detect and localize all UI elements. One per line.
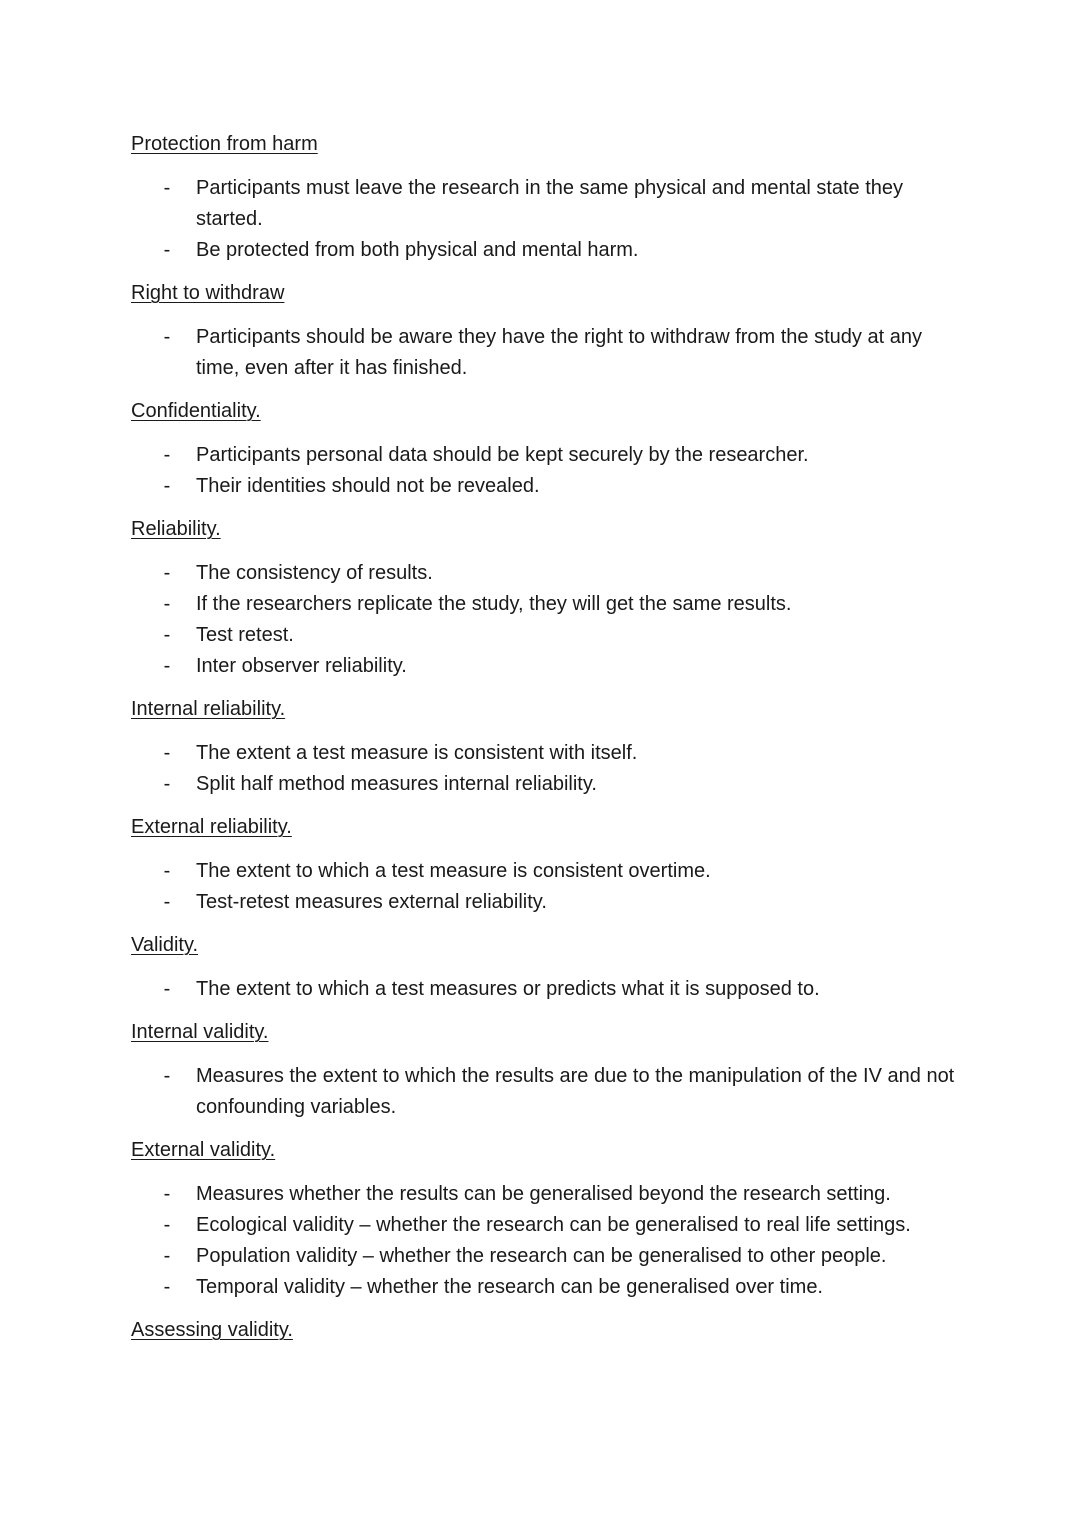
bullet-dash: -	[163, 1065, 171, 1087]
list-item	[131, 620, 961, 651]
list-item-text: The extent to which a test measures or predicts what it is supposed to.	[196, 978, 820, 1000]
section-heading: Internal reliability.	[131, 698, 286, 720]
list-item-text: The extent a test measure is consistent with itself.	[196, 742, 638, 764]
section-heading: External reliability.	[131, 816, 292, 838]
list-item-text: Ecological validity – whether the research can be generalised to real life settings.	[196, 1214, 911, 1236]
section-heading: Right to withdraw	[131, 282, 285, 304]
list-item	[131, 235, 961, 266]
list-item	[131, 887, 961, 918]
bullet-list	[131, 1061, 961, 1123]
bullet-dash: -	[163, 475, 171, 497]
list-item-text: Their identities should not be revealed.	[196, 475, 540, 497]
section-heading: Validity.	[131, 934, 199, 956]
list-item-text: If the researchers replicate the study, they will get the same results.	[196, 593, 792, 615]
list-item	[131, 1210, 961, 1241]
list-item-text: The consistency of results.	[196, 562, 433, 584]
section-heading: Protection from harm	[131, 133, 318, 155]
list-item-text: Split half method measures internal reliability.	[196, 773, 597, 795]
list-item-text: Participants must leave the research in the same physical and mental state they started.	[196, 177, 904, 230]
list-item-text: The extent to which a test measure is consistent overtime.	[196, 860, 711, 882]
list-item-text: Measures the extent to which the results are due to the manipulation of the IV and not confounding variables.	[196, 1065, 955, 1118]
bullet-dash: -	[163, 562, 171, 584]
list-item	[131, 738, 961, 769]
list-item-text: Be protected from both physical and mental harm.	[196, 239, 639, 261]
list-item	[131, 558, 961, 589]
section	[131, 1018, 961, 1123]
list-item-text: Test-retest measures external reliability.	[196, 891, 547, 913]
bullet-dash: -	[163, 326, 171, 348]
list-item	[131, 173, 961, 235]
section-heading: Reliability.	[131, 518, 221, 540]
bullet-list	[131, 856, 961, 918]
list-item	[131, 974, 961, 1005]
bullet-list	[131, 558, 961, 682]
section	[131, 279, 961, 384]
bullet-list	[131, 738, 961, 800]
bullet-dash: -	[163, 1276, 171, 1298]
list-item-text: Participants should be aware they have the right to withdraw from the study at any time, even after it has finished.	[196, 326, 922, 379]
list-item-text: Participants personal data should be kept securely by the researcher.	[196, 444, 809, 466]
list-item	[131, 651, 961, 682]
list-item	[131, 471, 961, 502]
bullet-dash: -	[163, 177, 171, 199]
bullet-list	[131, 173, 961, 266]
list-item	[131, 440, 961, 471]
section	[131, 515, 961, 682]
bullet-dash: -	[163, 742, 171, 764]
list-item	[131, 769, 961, 800]
bullet-dash: -	[163, 891, 171, 913]
bullet-dash: -	[163, 773, 171, 795]
list-item-text: Population validity – whether the research can be generalised to other people.	[196, 1245, 887, 1267]
list-item-text: Inter observer reliability.	[196, 655, 407, 677]
bullet-list	[131, 322, 961, 384]
section	[131, 695, 961, 800]
bullet-list	[131, 974, 961, 1005]
list-item	[131, 1241, 961, 1272]
list-item	[131, 1272, 961, 1303]
bullet-dash: -	[163, 1245, 171, 1267]
bullet-list	[131, 1179, 961, 1303]
section	[131, 397, 961, 502]
section	[131, 1316, 961, 1344]
bullet-dash: -	[163, 1183, 171, 1205]
section	[131, 813, 961, 918]
list-item-text: Test retest.	[196, 624, 294, 646]
section	[131, 931, 961, 1005]
list-item-text: Measures whether the results can be generalised beyond the research setting.	[196, 1183, 891, 1205]
list-item-text: Temporal validity – whether the research can be generalised over time.	[196, 1276, 823, 1298]
bullet-dash: -	[163, 860, 171, 882]
bullet-dash: -	[163, 444, 171, 466]
section	[131, 1136, 961, 1303]
section-heading: External validity.	[131, 1139, 276, 1161]
section-heading: Internal validity.	[131, 1021, 269, 1043]
bullet-dash: -	[163, 655, 171, 677]
section-heading: Assessing validity.	[131, 1319, 293, 1341]
section	[131, 130, 961, 266]
list-item	[131, 856, 961, 887]
section-heading: Confidentiality.	[131, 400, 261, 422]
list-item	[131, 589, 961, 620]
document-content	[131, 130, 961, 1359]
list-item	[131, 1061, 961, 1123]
bullet-dash: -	[163, 1214, 171, 1236]
bullet-list	[131, 440, 961, 502]
bullet-dash: -	[163, 239, 171, 261]
bullet-dash: -	[163, 978, 171, 1000]
bullet-dash: -	[163, 624, 171, 646]
list-item	[131, 1179, 961, 1210]
list-item	[131, 322, 961, 384]
bullet-dash: -	[163, 593, 171, 615]
